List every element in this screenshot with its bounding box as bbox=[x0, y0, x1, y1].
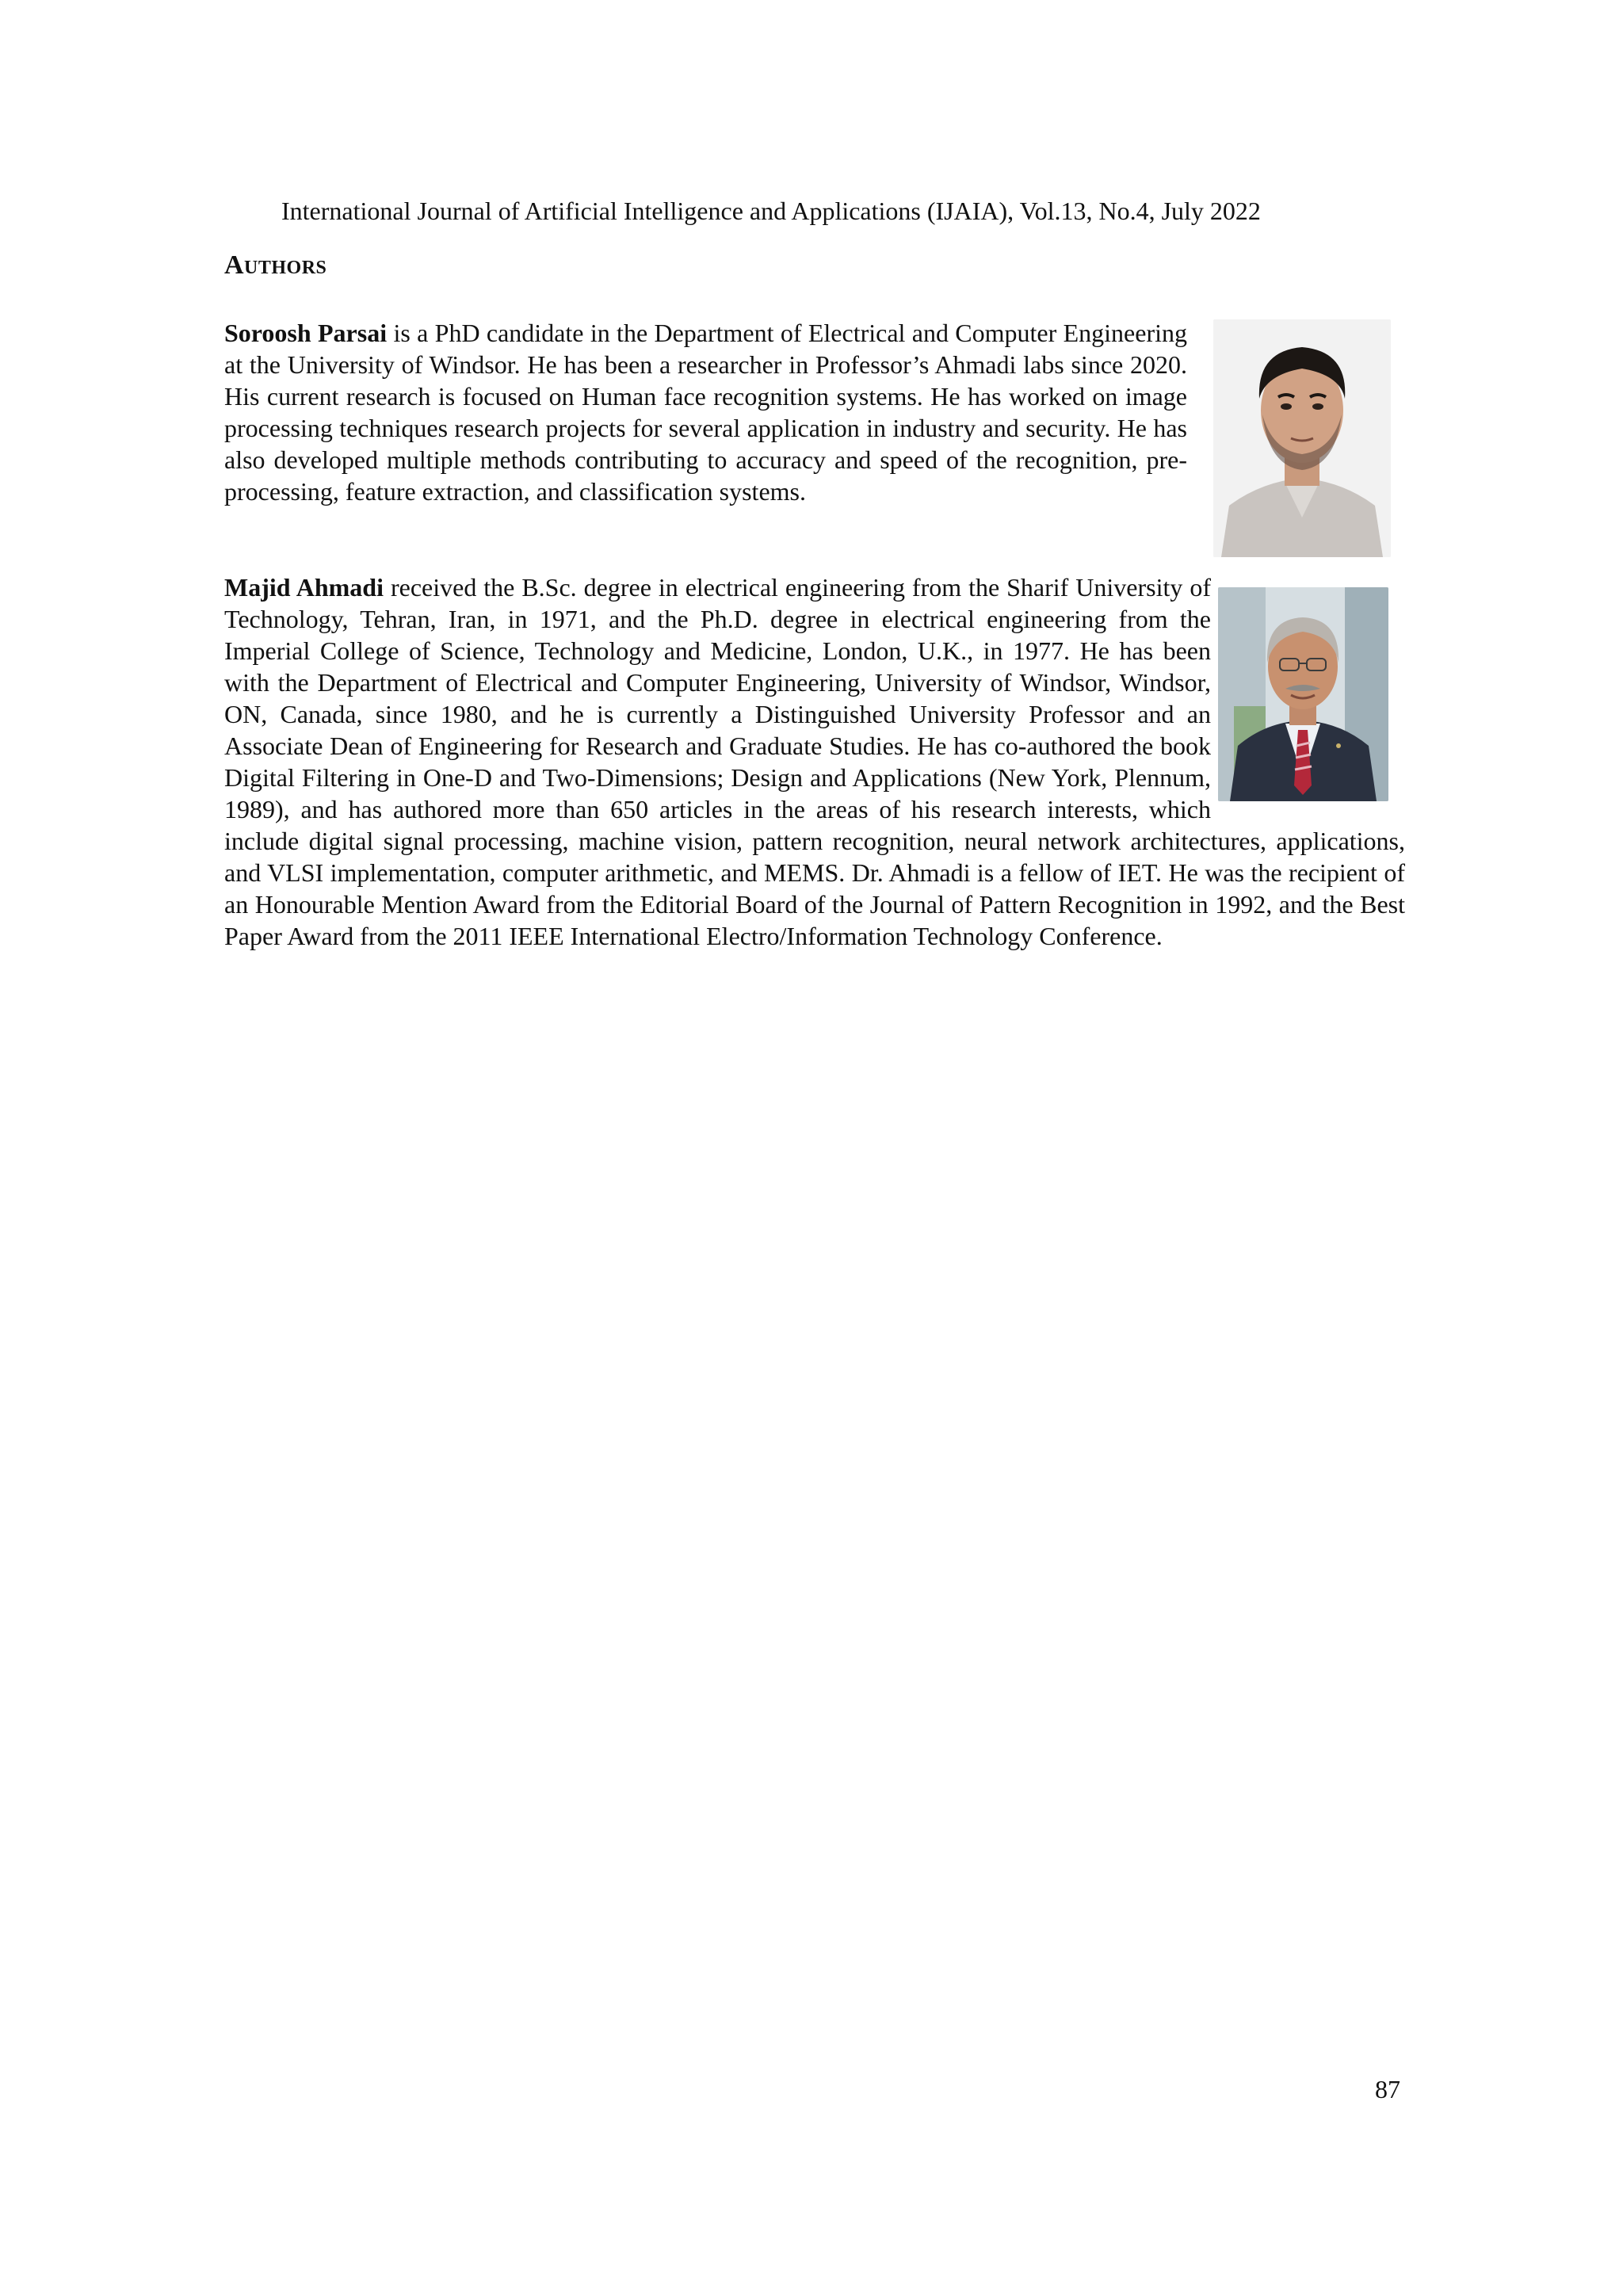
page-number: 87 bbox=[1375, 2075, 1400, 2103]
journal-header: International Journal of Artificial Intelligence and Applications (IJAIA), Vol.13, No.4, July 2022 bbox=[281, 197, 1261, 225]
author-bio-text-2: received the B.Sc. degree in electrical engineering from the Sharif University of Technology, Tehran, Iran, in 1971, and the Ph.D. degree in electrical engineering from the Imperial College of Science, Technology and Medicine, London, U.K., in 1977. He has been with the Department of Electrical and Computer Engineering, University of Windsor, Windsor, ON, Canada, since 1980, and he is currently a Distinguished University Professor and an Associate Dean of Engineering for Research and Graduate Studies. He has co-authored the book Digital Filtering in One-D and Two-Dimensions; Design and Applications (New York, Plennum, 1989), and has authored more than 650 articles in the areas of his research interests, which include digital signal processing, machine vision, pattern recognition, neural network architectures, applications, and VLSI implementation, computer arithmetic, and MEMS. Dr. Ahmadi is a fellow of IET. He was the recipient of an Honourable Mention Award from the Editorial Board of the Journal of Pattern Recognition in 1992, and the Best Paper Award from the 2011 IEEE International Electro/Information Technology Conference. bbox=[224, 573, 1405, 950]
author-bio-1 bbox=[224, 317, 1187, 507]
author-name-1: Soroosh Parsai bbox=[224, 319, 388, 347]
section-heading-authors: Authors bbox=[224, 250, 327, 280]
author-bio-2 bbox=[224, 571, 1405, 952]
photo-wrap-space bbox=[1211, 571, 1405, 817]
author-portrait-young-man bbox=[1213, 319, 1391, 557]
author-name-2: Majid Ahmadi bbox=[224, 573, 384, 602]
author-photo-1 bbox=[1213, 319, 1391, 557]
author-bio-text-1: is a PhD candidate in the Department of Electrical and Computer Engineering at the University of Windsor. He has been a researcher in Professor’s Ahmadi labs since 2020. His current research is focused on Human face recognition systems. He has worked on image processing techniques research projects for several application in industry and security. He has also developed multiple methods contributing to accuracy and speed of the recognition, pre-processing, feature extraction, and classification systems. bbox=[224, 319, 1188, 506]
